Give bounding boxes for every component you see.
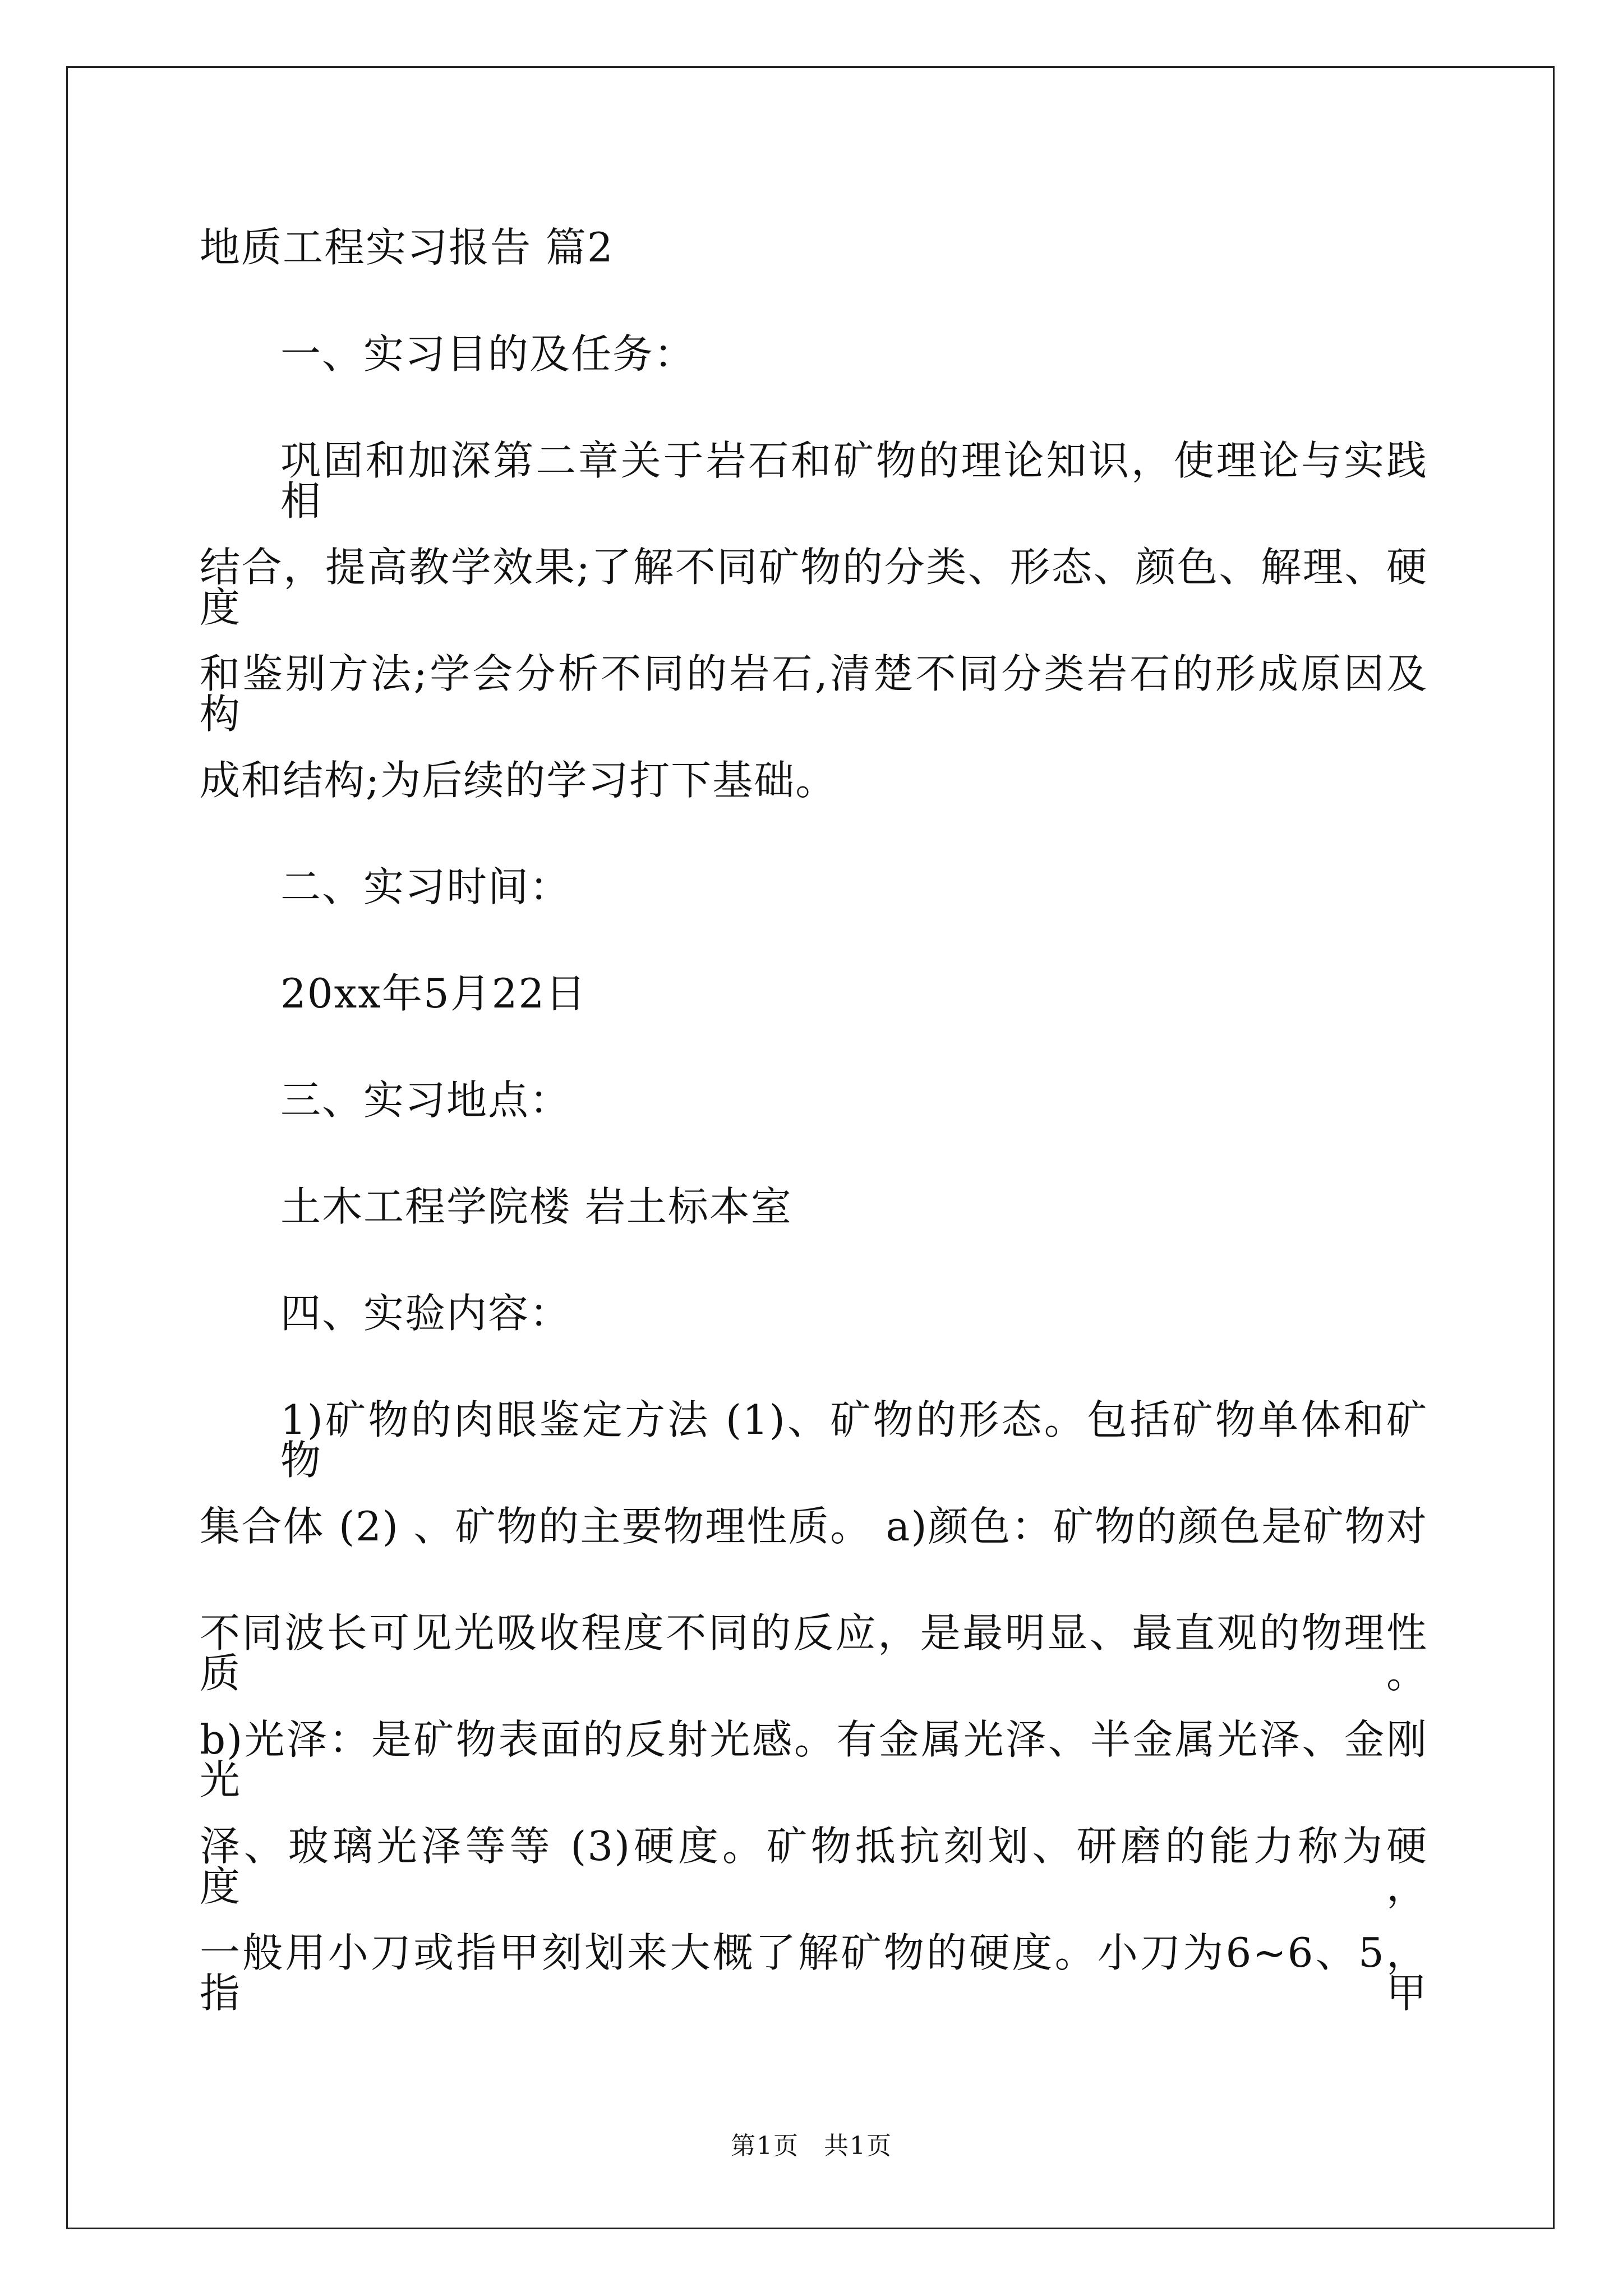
text-line: 1)矿物的肉眼鉴定方法 (1)、矿物的形态。包括矿物单体和矿物 [280,1396,1428,1484]
text-line: 一般用小刀或指甲刻划来大概了解矿物的硬度。小刀为6~6、5，指甲 [200,1929,1428,2017]
text-line: 结合，提高教学效果;了解不同矿物的分类、形态、颜色、解理、硬度 [200,544,1428,631]
text-line: 一、实习目的及任务： [280,330,696,378]
page-footer [0,2134,1623,2159]
text-line: 泽、玻璃光泽等等 (3)硬度。矿物抵抗刻划、研磨的能力称为硬度， [200,1823,1428,1910]
text-line: 三、实习地点： [280,1076,571,1124]
text-line: 巩固和加深第二章关于岩石和矿物的理论知识，使理论与实践相 [280,437,1428,524]
page-number: 第1页 [731,2132,799,2160]
text-line: 不同波长可见光吸收程度不同的反应，是最明显、最直观的物理性质。 [200,1609,1428,1697]
document-body [200,224,1428,2039]
text-line: 20xx年5月22日 [280,970,587,1017]
text-line: 和鉴别方法;学会分析不同的岩石,清楚不同分类岩石的形成原因及构 [200,650,1428,738]
text-line: 四、实验内容： [280,1290,571,1337]
text-line: 集合体 (2) 、矿物的主要物理性质。 a)颜色：矿物的颜色是矿物对 [200,1503,1428,1550]
page-total: 共1页 [824,2132,892,2160]
text-line: b)光泽：是矿物表面的反射光感。有金属光泽、半金属光泽、金刚光 [200,1716,1428,1803]
document-title: 地质工程实习报告 篇2 [200,224,614,271]
text-line: 成和结构;为后续的学习打下基础。 [200,757,837,804]
text-line: 二、实习时间： [280,863,571,910]
text-line: 土木工程学院楼 岩土标本室 [280,1183,792,1230]
